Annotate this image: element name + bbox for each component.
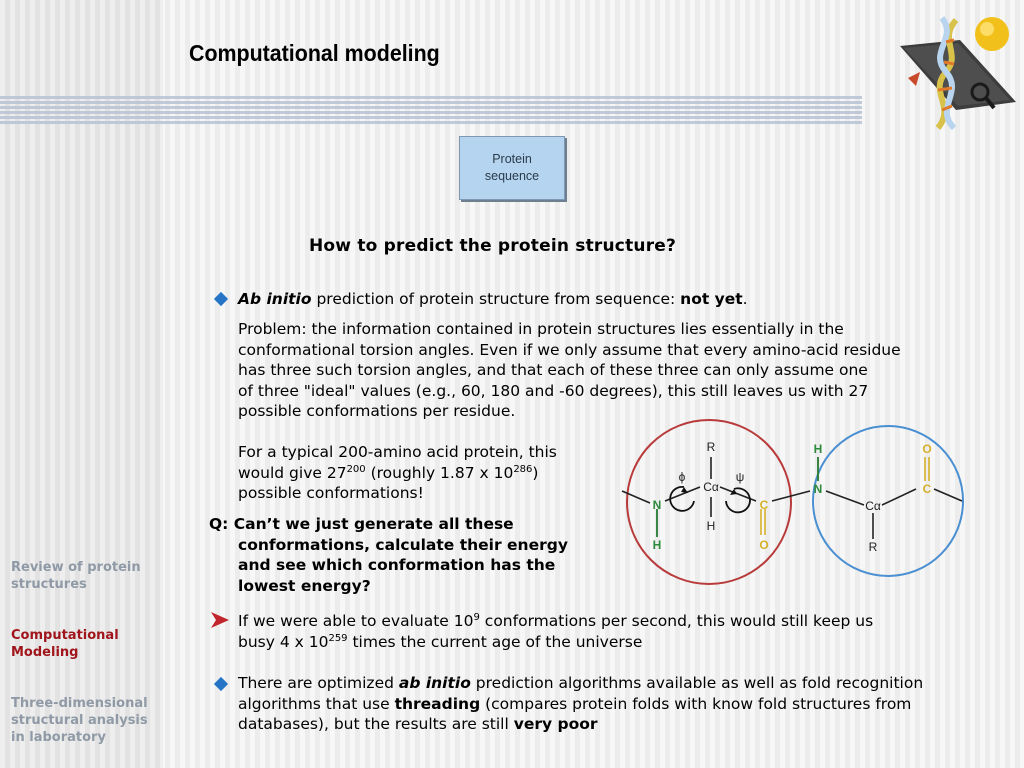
atom-R2: R [868, 540, 878, 554]
protein-sequence-box [459, 136, 565, 200]
atom-Ca2: Cα [865, 499, 881, 513]
seq-box-line2: sequence [484, 169, 540, 183]
opt-c: algorithms that use [238, 694, 395, 713]
evaluate-d: times the current age of the universe [347, 632, 643, 651]
evaluate-line2 [238, 632, 873, 653]
peptide-torsion-diagram [612, 405, 974, 595]
typical-l2c: ) [532, 463, 539, 482]
atom-O1: O [759, 538, 769, 552]
nav-label: Modeling [11, 645, 79, 660]
typical-l2a: would give 27 [238, 463, 347, 482]
nav-label: Review of protein [11, 560, 141, 575]
nav-label: Computational [11, 628, 119, 643]
arrow-bullet-icon [210, 611, 230, 629]
seq-box-line1: Protein [492, 152, 532, 166]
opt-poor: very poor [513, 715, 598, 733]
question-line: and see which conformation has the [238, 556, 556, 574]
atom-H-bottom: H [706, 519, 716, 533]
angle-psi: ψ [735, 470, 745, 484]
atom-Ca1: Cα [703, 480, 719, 494]
typical-line2 [238, 463, 557, 484]
problem-line: of three "ideal" values (e.g., 60, 180 and -60 degrees), this still leaves us with 27 [238, 381, 869, 400]
residue-circle-blue [813, 426, 963, 576]
nav-label: in laboratory [11, 730, 106, 745]
opt-d: (compares protein folds with know fold structures from [480, 694, 912, 713]
opt-b: prediction algorithms available as well as fold recognition [470, 674, 924, 692]
typical-line3: possible conformations! [238, 484, 424, 502]
angle-phi: ϕ [678, 470, 686, 484]
evaluate-a: If we were able to evaluate 10 [238, 612, 474, 630]
question-line: lowest energy? [238, 576, 371, 595]
evaluate-paragraph [238, 611, 873, 652]
evaluate-sup1: 9 [473, 612, 480, 623]
problem-line: has three such torsion angles, and that each of these three can only assume one [238, 361, 868, 379]
ab-initio-end: . [742, 290, 748, 308]
atom-R-top: R [706, 440, 716, 454]
optimized-line1 [238, 673, 923, 694]
ab-initio-term: Ab initio [238, 290, 312, 308]
ab-initio-emph: not yet [680, 290, 743, 308]
dna-logo-icon [898, 6, 1020, 134]
question-line: Q: Can’t we just generate all these [209, 515, 514, 533]
opt-a: There are optimized [238, 674, 399, 692]
evaluate-sup2: 259 [328, 632, 348, 644]
optimized-line3 [238, 714, 923, 735]
typical-line1: For a typical 200-amino acid protein, this [238, 443, 557, 461]
atom-C2: C [922, 482, 932, 496]
evaluate-line1 [238, 611, 873, 632]
typical-sup1: 200 [346, 463, 366, 475]
opt-e: databases), but the results are still [238, 715, 514, 733]
evaluate-b: conformations per second, this would still keep us [479, 612, 874, 630]
header-band [0, 96, 862, 124]
question-paragraph [209, 514, 568, 596]
section-heading: How to predict the protein structure? [309, 236, 677, 256]
typical-paragraph [238, 442, 557, 504]
opt-threading: threading [394, 694, 481, 713]
atom-H1: H [652, 538, 662, 552]
typical-l2b: (roughly 1.87 x 10 [365, 463, 514, 482]
atom-N2: N [813, 482, 823, 496]
atom-H2: H [813, 442, 823, 456]
nav-three-dimensional-analysis[interactable] [11, 695, 148, 746]
slide-title: Computational modeling [189, 40, 440, 66]
typical-sup2: 286 [513, 463, 533, 475]
ab-initio-line [238, 289, 748, 310]
nav-computational-modeling[interactable] [11, 627, 119, 661]
ab-initio-middle: prediction of protein structure from sequence: [311, 290, 681, 308]
evaluate-c: busy 4 x 10 [238, 632, 329, 651]
atom-N1: N [652, 498, 662, 512]
nav-review-protein-structures[interactable] [11, 559, 141, 593]
bullet-diamond-icon [214, 292, 228, 306]
question-line: conformations, calculate their energy [238, 535, 568, 554]
atom-C1: C [759, 498, 769, 512]
problem-line: Problem: the information contained in protein structures lies essentially in the [238, 320, 844, 338]
nav-label: structural analysis [11, 713, 148, 728]
opt-term: ab initio [398, 674, 471, 692]
optimized-line2 [238, 694, 923, 715]
problem-line: conformational torsion angles. Even if we only assume that every amino-acid residue [238, 340, 901, 359]
atom-O2: O [922, 442, 932, 456]
problem-line: possible conformations per residue. [238, 402, 516, 420]
nav-label: Three-dimensional [11, 696, 148, 711]
nav-label: structures [11, 577, 87, 592]
optimized-paragraph [238, 673, 923, 735]
bullet-diamond-icon [214, 677, 228, 691]
